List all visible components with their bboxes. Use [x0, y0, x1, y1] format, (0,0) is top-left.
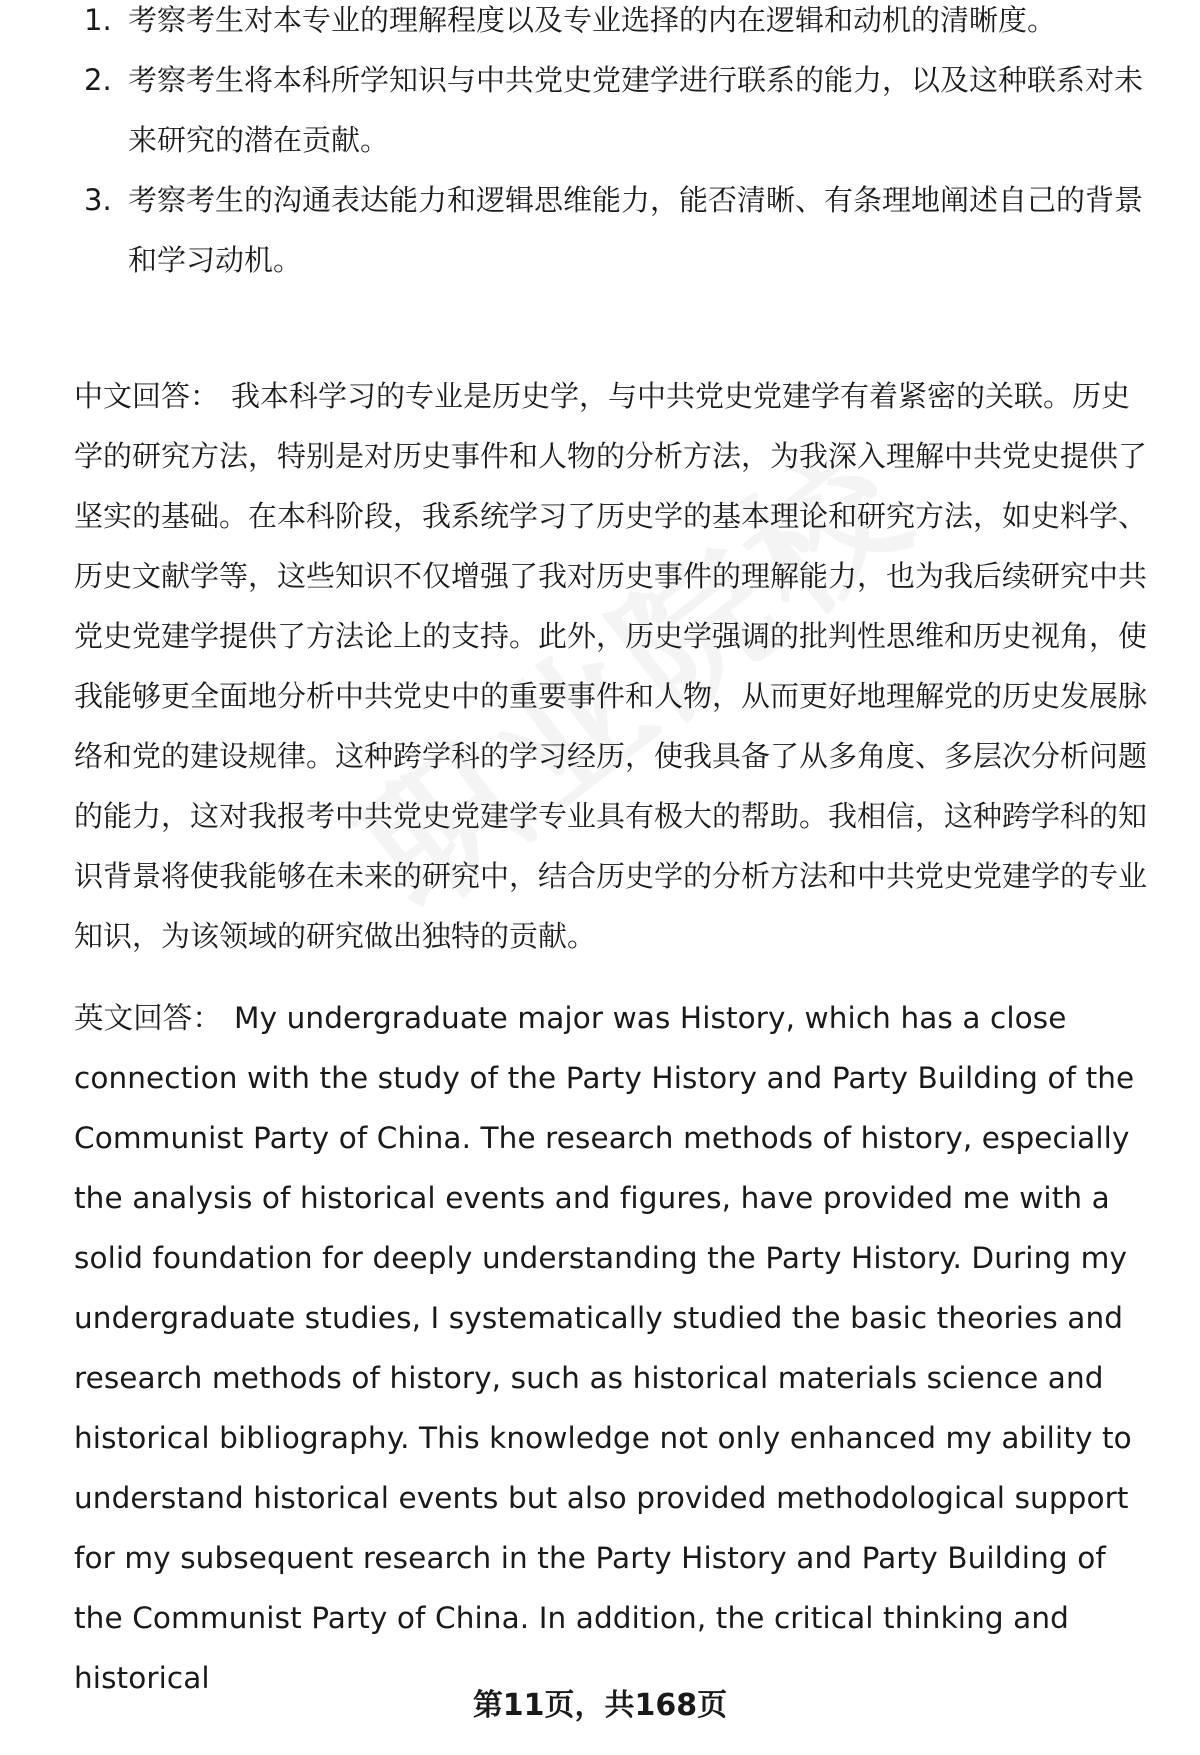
- english-answer-label: 英文回答：: [74, 1001, 223, 1035]
- criteria-text: 考察考生的沟通表达能力和逻辑思维能力，能否清晰、有条理地阐述自己的背景和学习动机。: [128, 183, 1144, 277]
- criteria-number: 3.: [84, 183, 112, 217]
- criteria-text: 考察考生将本科所学知识与中共党史党建学进行联系的能力，以及这种联系对未来研究的潜在贡献。: [128, 63, 1144, 157]
- criteria-item: [84, 50, 1144, 170]
- chinese-answer-text: 我本科学习的专业是历史学，与中共党史党建学有着紧密的关联。历史学的研究方法，特别是对历史事件和人物的分析方法，为我深入理解中共党史提供了坚实的基础。在本科阶段，我系统学习了历史学的基本理论和研究方法，如史料学、历史文献学等，这些知识不仅增强了我对历史事件的理解能力，也为我后续研究中共党史党建学提供了方法论上的支持。此外，历史学强调的批判性思维和历史视角，使我能够更全面地分析中共党史中的重要事件和人物，从而更好地理解党的历史发展脉络和党的建设规律。这种跨学科的学习经历，使我具备了从多角度、多层次分析问题的能力，这对我报考中共党史党建学专业具有极大的帮助。我相信，这种跨学科的知识背景将使我能够在未来的研究中，结合历史学的分析方法和中共党史党建学的专业知识，为该领域的研究做出独特的贡献。: [74, 379, 1148, 953]
- evaluation-criteria-list: [84, 3, 1144, 290]
- page-number-footer: 第11页，共168页: [472, 1688, 728, 1723]
- criteria-number: 1.: [84, 3, 112, 37]
- chinese-answer-paragraph: [74, 366, 1154, 966]
- chinese-answer-label: 中文回答：: [74, 379, 220, 413]
- criteria-item: [84, 0, 1144, 50]
- criteria-number: 2.: [84, 63, 112, 97]
- english-answer-paragraph: [74, 988, 1154, 1708]
- criteria-text: 考察考生对本专业的理解程度以及专业选择的内在逻辑和动机的清晰度。: [128, 3, 1057, 37]
- english-answer-text: My undergraduate major was History, which has a close connection with the study of the Party History and Party Building of the Communist Party of China. The research methods of history, especially the analysis of historical events and figures, have provided me with a solid foundation for deeply understanding the Party History. During my undergraduate studies, I systematically studied the basic theories and research methods of history, such as historical materials science and historical bibliography. This knowledge not only enhanced my ability to understand historical events but also provided methodological support for my subsequent research in the Party History and Party Building of the Communist Party of China. In addition, the critical thinking and historical: [74, 1001, 1135, 1695]
- criteria-item: [84, 170, 1144, 290]
